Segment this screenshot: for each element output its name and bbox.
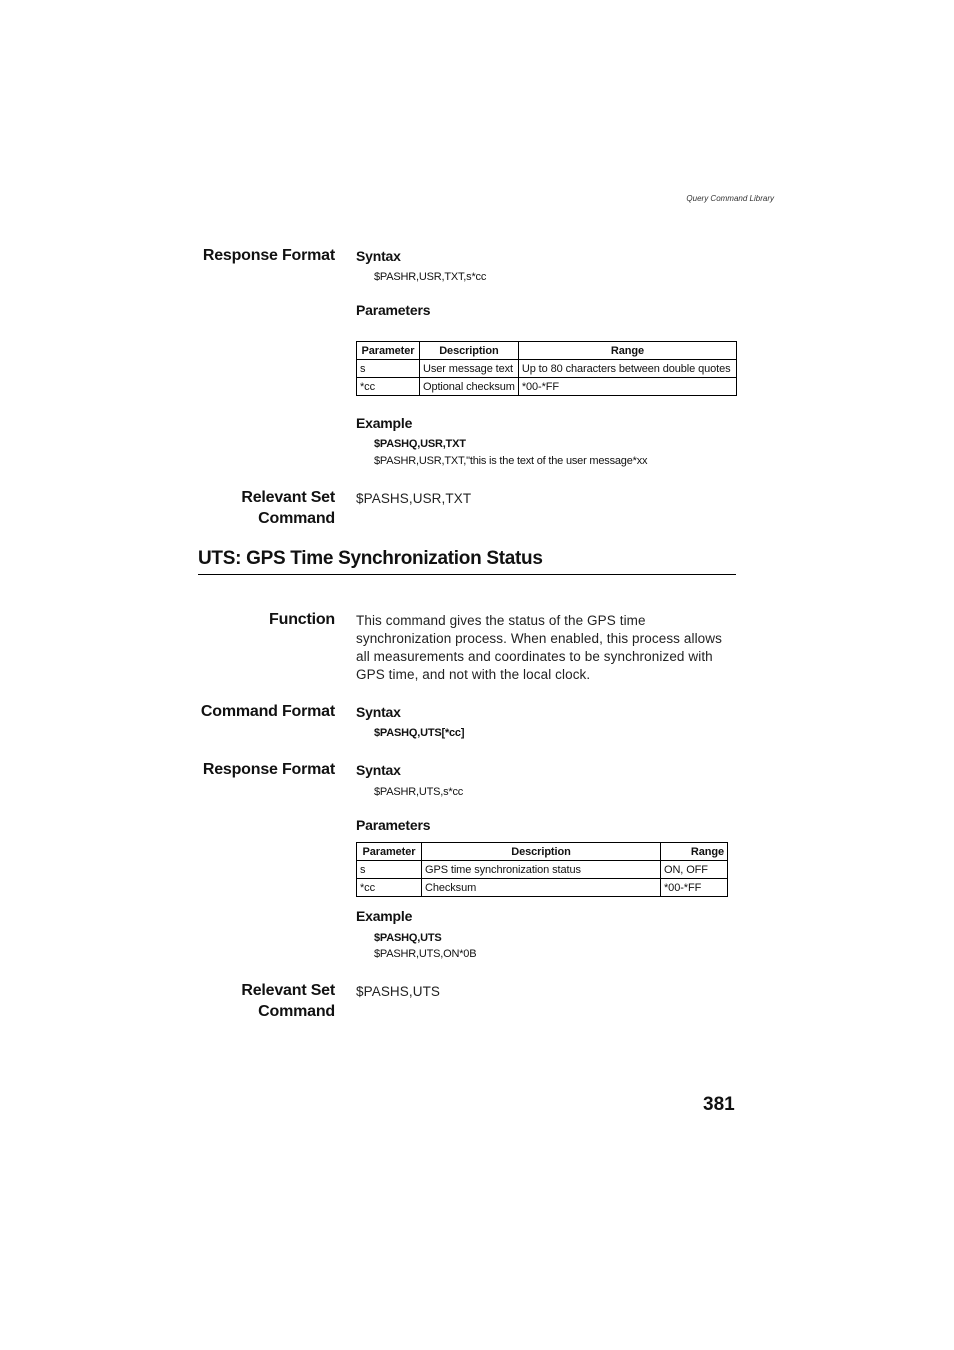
- table-header-cell: Parameter: [357, 843, 422, 861]
- table-cell: Up to 80 characters between double quotes: [518, 360, 736, 378]
- example-query-2: $PASHQ,UTS: [374, 932, 442, 944]
- syntax-value: $PASHR,USR,TXT,s*cc: [374, 271, 487, 283]
- relevant-set-value-2: $PASHS,UTS: [356, 984, 441, 999]
- relevant-set-value: $PASHS,USR,TXT: [356, 491, 472, 506]
- example-heading-2: Example: [356, 908, 413, 924]
- table-row: [357, 360, 737, 378]
- resp-syntax-value: $PASHR,UTS,s*cc: [374, 786, 464, 798]
- function-label: Function: [269, 611, 335, 628]
- table-cell: *00-*FF: [661, 879, 728, 897]
- resp-syntax-heading: Syntax: [356, 762, 401, 778]
- page-number: 381: [703, 1094, 735, 1115]
- relevant-set-label-line1: Relevant Set: [241, 982, 335, 999]
- table-row: [357, 861, 728, 879]
- cmd-syntax-heading: Syntax: [356, 704, 401, 720]
- table-cell: GPS time synchronization status: [422, 861, 661, 879]
- table-header-cell: Description: [422, 843, 661, 861]
- example-heading: Example: [356, 415, 413, 431]
- parameters-heading: Parameters: [356, 302, 431, 318]
- table-cell: ON, OFF: [661, 861, 728, 879]
- table-cell: Optional checksum: [420, 378, 519, 396]
- example-response: $PASHR,USR,TXT,"this is the text of the user message*xx: [374, 455, 648, 467]
- table-row: [357, 879, 728, 897]
- table-header-cell: Parameter: [357, 342, 420, 360]
- function-text: This command gives the status of the GPS time synchronization process. When enabled, this process allows all measurements and coordinates to be synchronized with GPS time, and not with the local clock.: [356, 613, 722, 682]
- table-header-cell: Description: [420, 342, 519, 360]
- table-row: [357, 378, 737, 396]
- relevant-set-label-line2: Command: [258, 1003, 335, 1020]
- table-cell: s: [357, 360, 420, 378]
- running-head: Query Command Library: [686, 194, 774, 203]
- parameters-table: [356, 341, 737, 396]
- relevant-set-label-line2: Command: [258, 510, 335, 527]
- relevant-set-label-2: [135, 980, 335, 1022]
- table-cell: User message text: [420, 360, 519, 378]
- syntax-heading: Syntax: [356, 248, 401, 264]
- table-cell: Checksum: [422, 879, 661, 897]
- response-format-label-2: Response Format: [202, 761, 335, 778]
- table-cell: *00-*FF: [518, 378, 736, 396]
- table-header-row: [357, 843, 728, 861]
- table-header-cell: Range: [518, 342, 736, 360]
- table-header-row: [357, 342, 737, 360]
- command-format-label: Command Format: [200, 703, 335, 720]
- relevant-set-label: [135, 487, 335, 529]
- example-query: $PASHQ,USR,TXT: [374, 438, 466, 450]
- parameters-heading-2: Parameters: [356, 817, 431, 833]
- example-response-2: $PASHR,UTS,ON*0B: [374, 948, 477, 960]
- table-cell: *cc: [357, 378, 420, 396]
- parameters-table-2: [356, 842, 728, 897]
- table-cell: s: [357, 861, 422, 879]
- section-title: UTS: GPS Time Synchronization Status: [198, 548, 736, 575]
- response-format-label: Response Format: [202, 247, 335, 264]
- table-header-cell: Range: [661, 843, 728, 861]
- relevant-set-label-line1: Relevant Set: [241, 489, 335, 506]
- cmd-syntax-value: $PASHQ,UTS[*cc]: [374, 727, 465, 739]
- table-cell: *cc: [357, 879, 422, 897]
